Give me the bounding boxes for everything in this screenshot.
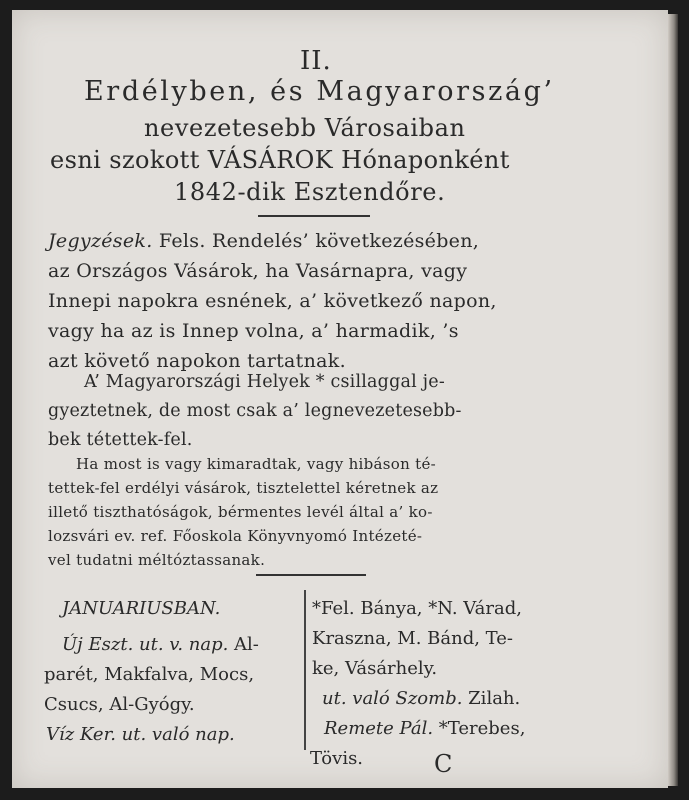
heading-line-3: esni szokott VÁSÁROK Hónaponként	[50, 146, 510, 174]
notes-label: Jegyzések.	[48, 230, 153, 252]
heading-rule	[258, 215, 370, 217]
heading-line-4: 1842-dik Esztendőre.	[174, 178, 446, 206]
notes-paragraph-2: A’ Magyarországi Helyek * csillaggal je- gyeztetnek, de most csak a’ legnevezetesebb- bek tétettek-fel.	[48, 372, 462, 450]
page-edge	[668, 14, 678, 786]
notes-paragraph-1: Jegyzések. Fels. Rendelés’ következésében, az Országos Vásárok, ha Vasárnapra, vagy Innepi napokra esnének, a’ következő napon, vagy ha az is Innep volna, a’ harmadik, ’s azt követő napokon tartatnak.	[48, 230, 497, 372]
heading-line-1: Erdélyben, és Magyarország’	[84, 76, 555, 107]
notes-paragraph-3: Ha most is vagy kimaradtak, vagy hibáson té- tettek-fel erdélyi vásárok, tisztelettel kéretnek az illető tiszthatóságok, bérmentes levél által a’ ko- lozsvári ev. ref. Főoskola Könyvnyomó Intézeté- vel tudatni méltóztassanak.	[48, 455, 439, 569]
month-heading: JANUARIUSBAN.	[62, 598, 221, 619]
january-right-column: *Fel. Bánya, *N. Várad, Kraszna, M. Bánd, Te- ke, Vásárhely. ut. való Szomb. Zilah. Remete Pál. *Terebes, Tövis.	[310, 598, 526, 769]
heading-line-2: nevezetesebb Városaiban	[144, 114, 466, 142]
notes-rule	[256, 574, 366, 576]
column-divider	[304, 590, 306, 750]
section-numeral: II.	[300, 46, 332, 76]
signature-mark: C	[434, 750, 453, 778]
january-left-column: JANUARIUSBAN. Új Eszt. ut. v. nap. Al- parét, Makfalva, Mocs, Csucs, Al-Gyógy. Víz Ker. ut. való nap.	[44, 598, 259, 745]
